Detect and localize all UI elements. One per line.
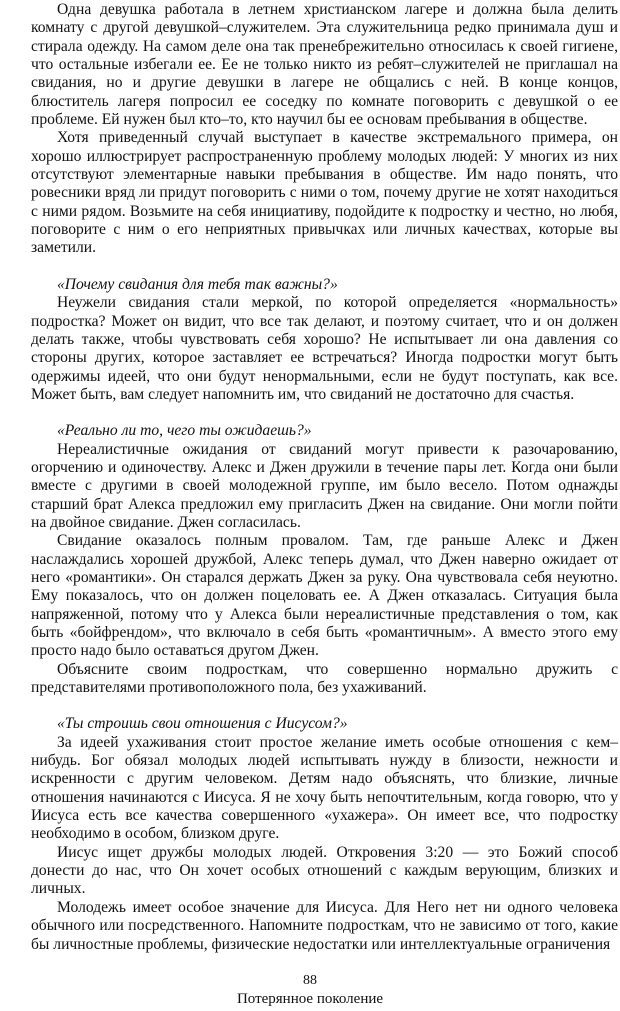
heading-why-dating-important: «Почему свидания для тебя так важны?» bbox=[57, 275, 338, 293]
paragraph-camp-girl: Одна девушка работала в летнем христианском лагере и должна была делить комнату с другой девушкой–служителем. Эта служительница редко принимала душ и стирала одежду. На самом деле она так пренебрежительно относилась к своей гигиене, что остальные избегали ее. Ее не только никто из ребят–служителей не приглашал на свидания, но и другие девушки в лагере не общались с ней. В конце концов, блюститель лагеря попросил ее соседку по комнате поговорить с девушкой о ее проблеме. Ей нужен был кто–то, кто научил бы ее основам пребывания в обществе. bbox=[31, 1, 618, 129]
paragraph-revelation: Иисус ищет дружбы молодых людей. Откровения 3:20 — это Божий способ донести до нас, что Он хочет особых отношений с каждым верующим, близких и личных. bbox=[31, 843, 618, 898]
paragraph-unrealistic-expectations: Нереалистичные ожидания от свиданий могут привести к разочарованию, огорчению и одиночеству. Алекс и Джен дружили в течение пары лет. Когда они были вместе с другими в своей молодежной группе, им было весело. Потом однажды старший брат Алекса предложил ему пригласить Джен на свидание. Они могли пойти на двойное свидание. Джен согласилась. bbox=[31, 440, 618, 531]
paragraph-friendship-advice: Объясните своим подросткам, что совершенно нормально дружить с представителями противоположного пола, без ухаживаний. bbox=[31, 660, 618, 697]
page-body bbox=[31, 0, 618, 954]
paragraph-special-relationship: За идеей ухаживания стоит простое желание иметь особые отношения с кем–нибудь. Бог обязал молодых людей испытывать нужду в близости, нежности и искренности с другим человеком. Детям надо объяснять, что близкие, личные отношения начинаются с Иисуса. Я не хочу быть непочтительным, когда говорю, что у Иисуса есть все качества совершенного «ухажера». Он имеет все, что подростку необходимо в особом, близком друге. bbox=[31, 733, 618, 843]
heading-relationship-with-jesus: «Ты строишь свои отношения с Иисусом?» bbox=[57, 715, 348, 733]
paragraph-normality: Неужели свидания стали меркой, по которой определяется «нормальность» подростка? Может он видит, что все так делают, и поэтому считает, что и он должен делать также, чтобы чувствовать себя хорошо? Не испытывает ли она давления со стороны других, которое заставляет ее встречаться? Иногда подростки могут быть одержимы идеей, что они будут ненормальными, если не будут поступать, как все. Может быть, вам следует напомнить им, что свиданий не достаточно для счастья. bbox=[31, 294, 618, 403]
paragraph-failed-date: Свидание оказалось полным провалом. Там, где раньше Алекс и Джен наслаждались хорошей дружбой, Алекс теперь думал, что Джен наверно ожидает от него «романтики». Он старался держать Джен за руку. Она чувствовала себя неуютно. Ему показалось, что он должен поцеловать ее. А Джен отказалась. Ситуация была напряженной, потому что у Алекса были нереалистичные представления о том, как быть «бойфрендом», что включало в себя быть «романтичным». А вместо этого ему просто надо было оставаться другом Джен. bbox=[31, 532, 618, 660]
paragraph-youth-matters: Молодежь имеет особое значение для Иисуса. Для Него нет ни одного человека обычного или посредственного. Напомните подросткам, что не зависимо от того, какие бы личностные проблемы, физические недостатки или интеллектуальные ограничения bbox=[31, 898, 618, 953]
page-number: 88 bbox=[303, 973, 317, 988]
heading-realistic-expectations: «Реально ли то, чего ты ожидаешь?» bbox=[57, 422, 312, 440]
paragraph-social-skills: Хотя приведенный случай выступает в качестве экстремального примера, он хорошо иллюстрирует распространенную проблему молодых людей: У многих из них отсутствуют элементарные навыки пребывания в обществе. Им надо понять, что ровесники вряд ли придут поговорить с ними о том, почему другие не хотят находиться с ними рядом. Возьмите на себя инициативу, подойдите к подростку и честно, но любя, поговорите с ним о его неприятных привычках или личных качествах, которые вы заметили. bbox=[31, 129, 618, 257]
book-title-footer: Потерянное поколение bbox=[236, 991, 384, 1007]
